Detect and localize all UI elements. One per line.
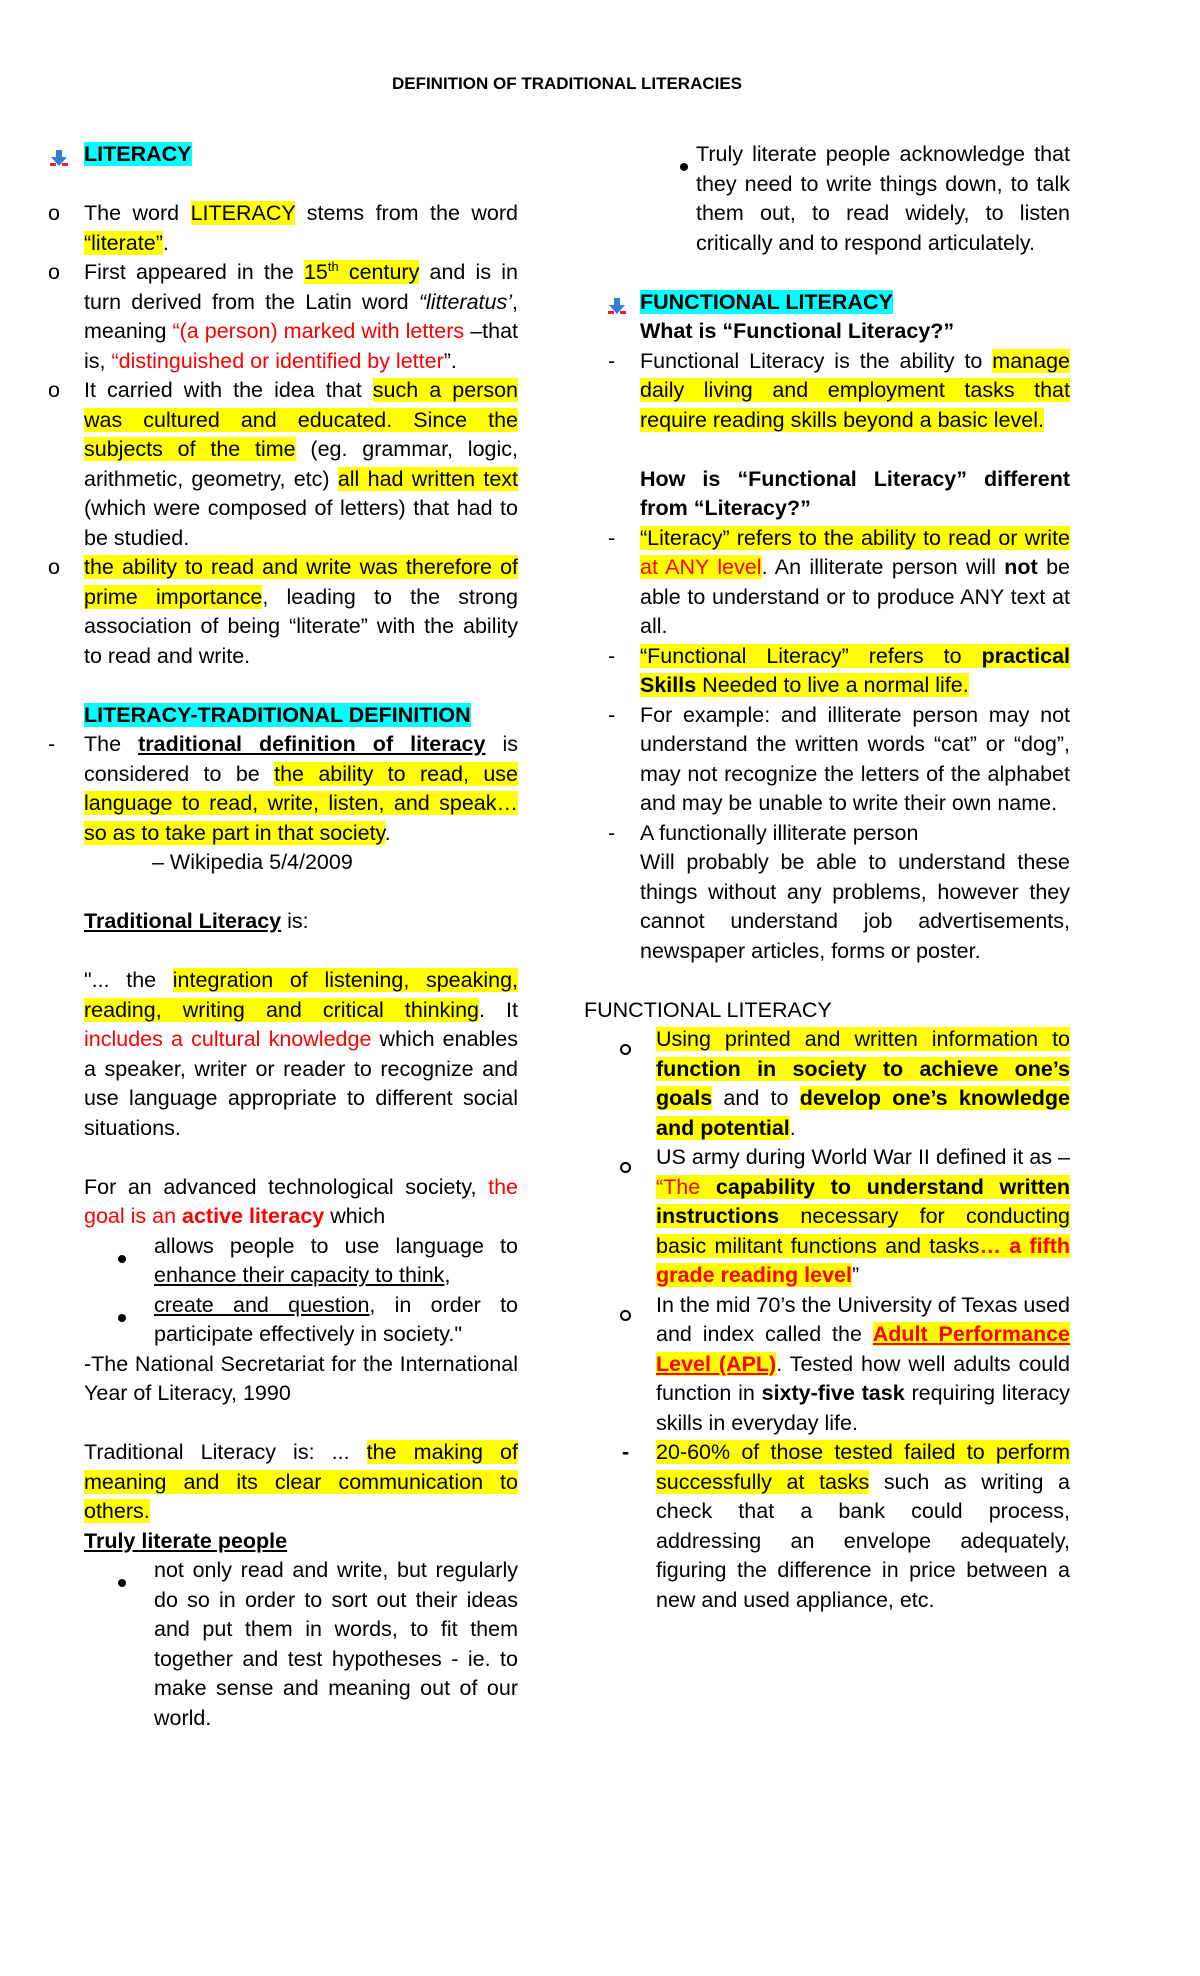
- list-item: o The word LITERACY stems from the word “literate”.: [48, 201, 518, 255]
- circle-bullet-icon: [620, 1034, 631, 1064]
- page-title: DEFINITION OF TRADITIONAL LITERACIES: [391, 74, 743, 93]
- dash-bullet-marker: -: [48, 732, 56, 756]
- advanced-society-paragraph: For an advanced technological society, the goal is an active literacy which: [84, 1174, 518, 1228]
- list-item: o the ability to read and write was therefore of prime importance, leading to the strong association of being “literate” with the ability to read and write.: [48, 555, 519, 668]
- list-item: not only read and write, but regularly do so in order to sort out their ideas and put them in words, to fit them together and test hypotheses - ie. to make sense and meaning out of our world.: [48, 1556, 518, 1733]
- traditional-definition-heading-block: [48, 701, 518, 731]
- list-item: - The traditional definition of literacy is considered to be the ability to read, use language to read, write, listen, and speak… so as to take part in that society.: [48, 732, 518, 845]
- traditional-definition-heading: LITERACY-TRADITIONAL DEFINITION: [84, 702, 471, 727]
- circle-bullet-icon: [620, 1300, 631, 1330]
- list-item: o First appeared in the 15th century and is in turn derived from the Latin word “litteratus’, meaning “(a person) marked with letters –that is, “distinguished or identified by letter”.: [48, 258, 518, 373]
- functional-literacy-heading-block: [584, 288, 1070, 318]
- dash-bullet-marker: -: [608, 702, 616, 727]
- list-item: US army during World War II defined it as – “The capability to understand written instructions necessary for conducting basic militant functions and tasks… a fifth grade reading level”: [584, 1143, 1070, 1291]
- list-item: - For example: and illiterate person may not understand the written words “cat” or “dog”, may not recognize the letters of the alphabet and may be unable to write their own name.: [608, 702, 1070, 815]
- literacy-heading: LITERACY: [84, 142, 192, 166]
- functional-literacy-heading-2: FUNCTIONAL LITERACY: [584, 997, 832, 1022]
- dot-bullet-icon: [118, 1242, 126, 1272]
- list-item: - “Literacy” refers to the ability to read or write at ANY level. An illiterate person will not be able to understand or to produce ANY text at all.: [608, 525, 1071, 638]
- literacy-heading-block: [48, 140, 518, 170]
- question-heading: What is “Functional Literacy?”: [640, 319, 955, 343]
- making-meaning-paragraph: Traditional Literacy is: ... the making of meaning and its clear communication to others.: [84, 1440, 518, 1523]
- list-item: o It carried with the idea that such a person was cultured and educated. Since the subjects of the time (eg. grammar, logic, arithmetic, geometry, etc) all had written text (which were composed of letters) that had to be studied.: [48, 378, 518, 550]
- right-column: [584, 140, 1070, 1615]
- list-item: In the mid 70’s the University of Texas used and index called the Adult Performance Level (APL). Tested how well adults could function in sixty-five task requiring literacy skills in everyday life.: [584, 1291, 1070, 1439]
- circle-bullet-marker: o: [48, 555, 60, 579]
- source-citation: -The National Secretariat for the International Year of Literacy, 1990: [84, 1351, 518, 1405]
- traditional-literacy-label: Traditional Literacy is:: [84, 909, 309, 933]
- circle-bullet-icon: [620, 1152, 631, 1182]
- quote-paragraph: "... the integration of listening, speaking, reading, writing and critical thinking. It includes a cultural knowledge which enables a speaker, writer or reader to recognize and use language appropriate to different social situations.: [84, 968, 518, 1140]
- circle-bullet-marker: o: [48, 378, 60, 402]
- functional-literacy-heading: FUNCTIONAL LITERACY: [640, 289, 893, 314]
- list-item: - “Functional Literacy” refers to practical Skills Needed to live a normal life.: [608, 643, 1070, 697]
- list-item: allows people to use language to enhance their capacity to think,: [48, 1232, 518, 1291]
- dash-bullet-marker: -: [608, 643, 616, 668]
- list-item: - Functional Literacy is the ability to manage daily living and employment tasks that require reading skills beyond a basic level.: [608, 348, 1070, 432]
- left-column: [48, 140, 518, 1733]
- arrow-bullet-icon: [50, 144, 68, 174]
- list-item: - 20-60% of those tested failed to perform successfully at tasks such as writing a check that a bank could process, addressing an envelope adequately, figuring the difference in price between a new and used appliance, etc.: [622, 1440, 1070, 1612]
- truly-literate-heading: Truly literate people: [84, 1528, 288, 1553]
- dash-bullet-marker: -: [622, 1440, 630, 1464]
- dash-bullet-marker: -: [608, 820, 616, 845]
- list-item: - A functionally illiterate person Will probably be able to understand these things without any problems, however they cannot understand job advertisements, newspaper articles, forms or poster.: [608, 820, 1070, 963]
- question-heading: How is “Functional Literacy” different from “Literacy?”: [640, 466, 1070, 520]
- source-citation: – Wikipedia 5/4/2009: [152, 850, 353, 874]
- circle-bullet-marker: o: [48, 260, 60, 284]
- list-item: Truly literate people acknowledge that they need to write things down, to talk them out, to read widely, to listen critically and to respond articulately.: [584, 140, 1070, 258]
- circle-bullet-marker: o: [48, 201, 60, 225]
- list-item: Using printed and written information to function in society to achieve one’s goals and to develop one’s knowledge and potential.: [584, 1025, 1070, 1143]
- list-item: create and question, in order to participate effectively in society.": [48, 1291, 518, 1350]
- dot-bullet-icon: [118, 1301, 126, 1331]
- dot-bullet-icon: [118, 1566, 126, 1596]
- dot-bullet-icon: [680, 150, 688, 180]
- dash-bullet-marker: -: [608, 525, 616, 550]
- dash-bullet-marker: -: [608, 348, 616, 373]
